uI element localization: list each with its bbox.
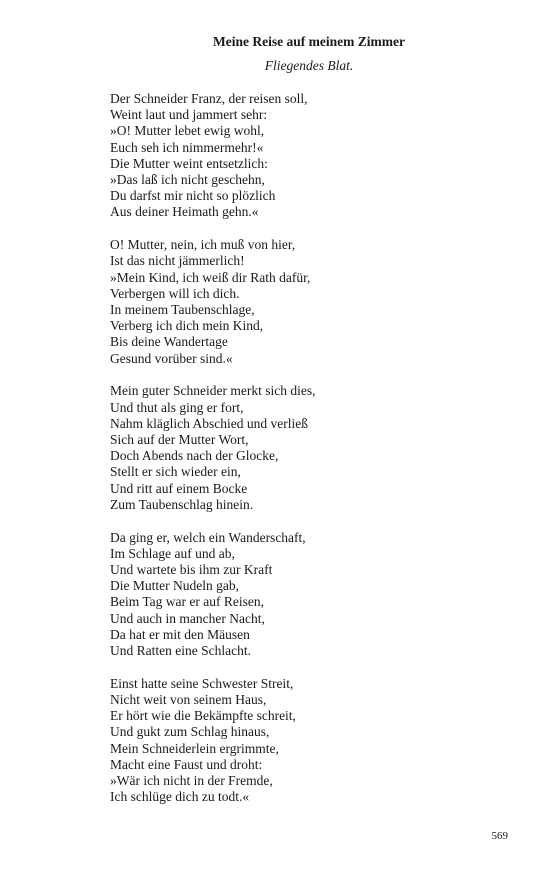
poem-line: Weint laut und jammert sehr: xyxy=(110,107,268,123)
stanza xyxy=(110,383,510,513)
poem-line: Du darfst mir nicht so plözlich xyxy=(110,188,276,204)
poem-line: Mein Schneiderlein ergrimmte, xyxy=(110,740,279,756)
poem-line: Nahm kläglich Abschied und verließ xyxy=(110,415,308,431)
poem-line: Und Ratten eine Schlacht. xyxy=(110,643,251,659)
poem-line: Euch seh ich nimmermehr!« xyxy=(110,139,264,155)
poem-line: Und gukt zum Schlag hinaus, xyxy=(110,724,270,740)
poem-line: »Wär ich nicht in der Fremde, xyxy=(110,773,273,789)
poem-line: Verbergen will ich dich. xyxy=(110,285,240,301)
poem-line: Und auch in mancher Nacht, xyxy=(110,610,265,626)
poem-title: Meine Reise auf meinem Zimmer xyxy=(213,34,405,49)
poem-subtitle: Fliegendes Blat. xyxy=(264,58,354,73)
poem-line: Gesund vorüber sind.« xyxy=(110,350,233,366)
poem-line: Und wartete bis ihm zur Kraft xyxy=(110,562,273,578)
poem-body xyxy=(110,91,510,822)
poem-line: Da ging er, welch ein Wanderschaft, xyxy=(110,529,306,545)
poem-line: Der Schneider Franz, der reisen soll, xyxy=(110,91,308,106)
poem-line: Beim Tag war er auf Reisen, xyxy=(110,594,265,610)
poem-line: Da hat er mit den Mäusen xyxy=(110,626,250,642)
poem-line: In meinem Taubenschlage, xyxy=(110,302,255,318)
poem-line: Zum Taubenschlag hinein. xyxy=(110,496,254,512)
stanza xyxy=(110,530,510,660)
poem-line: Im Schlage auf und ab, xyxy=(110,545,235,561)
poem-line: Sich auf der Mutter Wort, xyxy=(110,432,249,448)
poem-line: Mein guter Schneider merkt sich dies, xyxy=(110,383,316,399)
poem-line: Stellt er sich wieder ein, xyxy=(110,464,241,480)
poem-line: Aus deiner Heimath gehn.« xyxy=(110,204,259,220)
poem-line: »Das laß ich nicht geschehn, xyxy=(110,172,265,188)
poem-line: Macht eine Faust und droht: xyxy=(110,756,263,772)
poem-line: Die Mutter Nudeln gab, xyxy=(110,578,239,594)
poem-line: Die Mutter weint entsetzlich: xyxy=(110,155,268,171)
stanza xyxy=(110,91,510,221)
poem-line: Und thut als ging er fort, xyxy=(110,399,244,415)
poem-line: Ist das nicht jämmerlich! xyxy=(110,253,245,269)
stanza xyxy=(110,676,510,806)
poem-line: Er hört wie die Bekämpfte schreit, xyxy=(110,708,296,724)
poem-line: »O! Mutter lebet ewig wohl, xyxy=(110,123,265,139)
poem-line: Ich schlüge dich zu todt.« xyxy=(110,789,250,805)
poem-line: Und ritt auf einem Bocke xyxy=(110,480,248,496)
poem-line: »Mein Kind, ich weiß dir Rath dafür, xyxy=(110,269,311,285)
poem-line: Doch Abends nach der Glocke, xyxy=(110,448,279,464)
poem-line: Nicht weit von seinem Haus, xyxy=(110,692,267,708)
poem-line: Verberg ich dich mein Kind, xyxy=(110,318,264,334)
page-number: 569 xyxy=(491,830,508,842)
poem-line: Bis deine Wandertage xyxy=(110,334,228,350)
poem-line: O! Mutter, nein, ich muß von hier, xyxy=(110,237,296,253)
stanza xyxy=(110,237,510,367)
poem-line: Einst hatte seine Schwester Streit, xyxy=(110,675,294,691)
